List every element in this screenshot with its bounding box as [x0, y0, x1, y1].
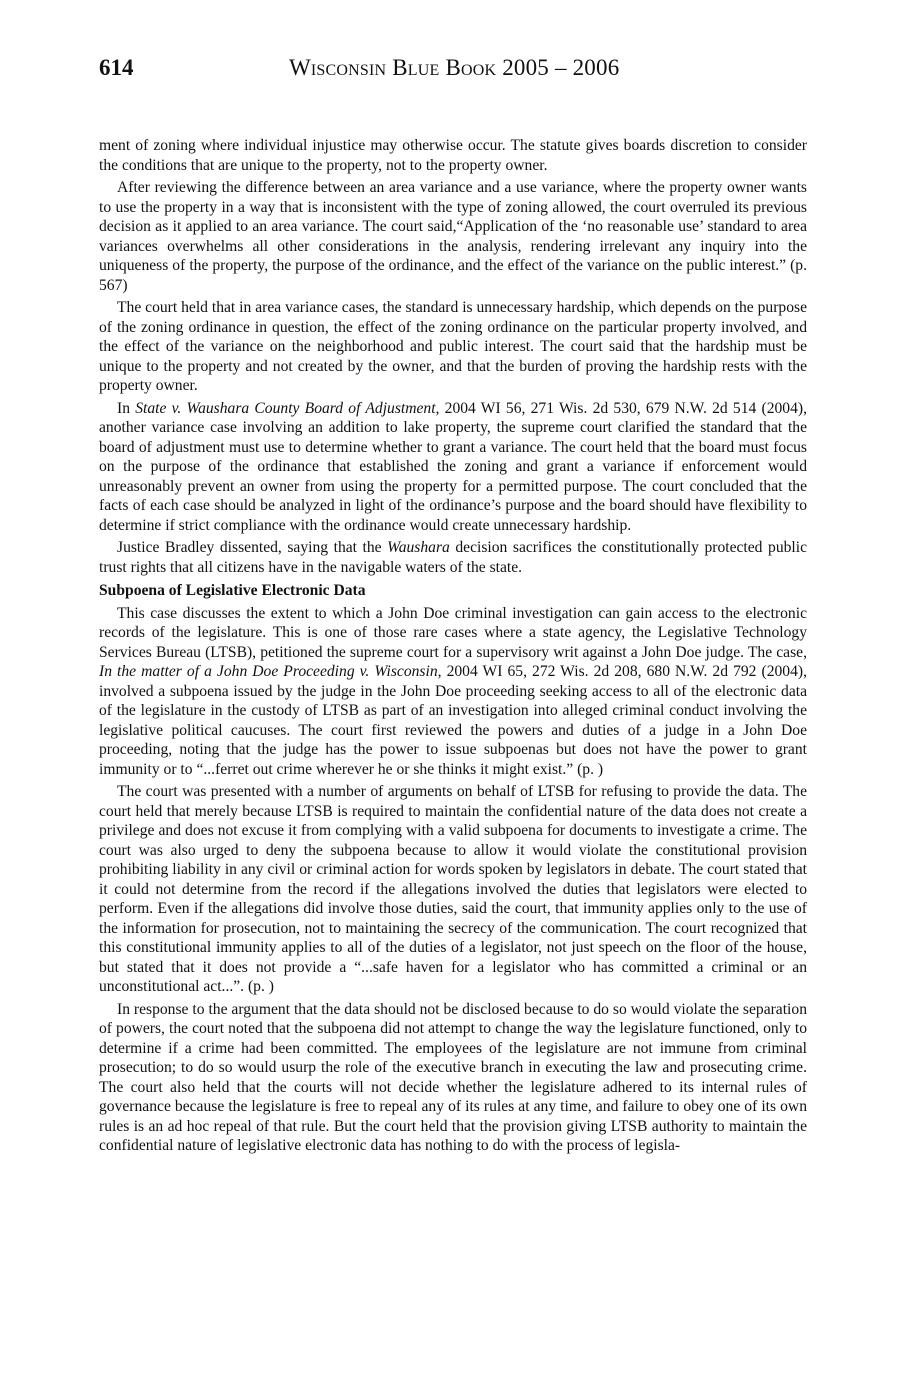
paragraph-john-doe-case: [99, 604, 807, 780]
text-segment: 2004 WI 56, 271 Wis. 2d 530, 679 N.W. 2d 514 (2004), another variance case involving an addition to lake property, the supreme court clarified the standard that the board of adjustment must use to determine whether to grant a variance. The court held that the board must focus on the purpose of the ordinance that established the zoning and grant a variance if enforcement would unreasonably prevent an owner from using the property for a permitted purpose. The court concluded that the facts of each case should be analyzed in light of the ordinance’s purpose and the board should have flexibility to determine if strict compliance with the ordinance would create unnecessary hardship.: [99, 399, 807, 534]
running-title: Wisconsin Blue Book 2005 – 2006: [289, 55, 620, 80]
section-heading: Subpoena of Legislative Electronic Data: [99, 582, 366, 599]
running-header: [99, 54, 807, 84]
paragraph-continued: ment of zoning where individual injustice may otherwise occur. The statute gives boards discretion to consider the conditions that are unique to the property, not to the property owner.: [99, 137, 807, 174]
text-segment: This case discusses the extent to which a John Doe criminal investigation can gain access to the electronic records of the legislature. This is one of those rare cases where a state agency, the Legislative Technology Services Bureau (LTSB), petitioned the supreme court for a supervisory writ against a John Doe judge. The case,: [99, 604, 807, 661]
text-segment: decision sacrifices the constitutionally protected public trust rights that all citizens have in the navigable waters of the state.: [99, 539, 807, 576]
body-text: [99, 136, 807, 1156]
paragraph-separation-of-powers: In response to the argument that the data should not be disclosed because to do so would violate the separation of powers, the court noted that the subpoena did not attempt to change the way the legislature functioned, only to determine if a crime had been committed. The employees of the legislature are not immune from criminal prosecution; to do so would usurp the role of the executive branch in executing the law and prosecuting crime. The court also held that the courts will not decide whether the legislature adhered to its internal rules of governance because the legislature is free to repeal any of its rules at any time, and failure to obey one of its own rules is an ad hoc repeal of that rule. But the court held that the provision giving LTSB authority to maintain the confidential nature of legislative electronic data has nothing to do with the process of legisla-: [99, 1000, 807, 1154]
case-citation: In the matter of a John Doe Proceeding v. Wisconsin,: [99, 663, 442, 680]
paragraph-unnecessary-hardship: The court held that in area variance cases, the standard is unnecessary hardship, which depends on the purpose of the zoning ordinance in question, the effect of the zoning ordinance on the particular property involved, and the effect of the variance on the neighborhood and public interest. The court said that the hardship must be unique to the property and not created by the owner, and that the burden of proving the hardship rests with the property owner.: [99, 299, 807, 394]
case-citation: State v. Waushara County Board of Adjustment,: [135, 399, 440, 417]
text-segment: In: [117, 399, 136, 417]
case-citation: Waushara: [387, 539, 450, 556]
text-segment: Justice Bradley dissented, saying that the: [117, 539, 388, 556]
paragraph-area-variance: After reviewing the difference between an area variance and a use variance, where the property owner wants to use the property in a way that is inconsistent with the type of zoning allowed, the court overruled its previous decision as it applied to an area variance. The court said,“Application of the ‘no reasonable use’ standard to area variances overwhelms all other considerations in the analysis, rendering irrelevant any inquiry into the uniqueness of the property, the purpose of the ordinance, and the effect of the variance on the public interest.” (p. 567): [99, 179, 807, 294]
paragraph-ltsb-arguments: The court was presented with a number of arguments on behalf of LTSB for refusing to provide the data. The court held that merely because LTSB is required to maintain the confidential nature of the data does not create a privilege and does not excuse it from complying with a valid subpoena for documents to investigate a crime. The court was also urged to deny the subpoena because to allow it would violate the constitutional provision prohibiting liability in any civil or criminal action for words spoken by legislators in debate. The court stated that it could not determine from the record if the allegations involved the duties that legislators were elected to perform. Even if the allegations did involve those duties, said the court, that immunity applies only to the use of the information for prosecution, not to maintaining the secrecy of the communication. The court recognized that this constitutional immunity applies to all of the duties of a legislator, not just speech on the floor of the house, but stated that it does not provide a “...safe haven for a legislator who has committed a criminal or an unconstitutional act...”. (p. ): [99, 783, 807, 995]
text-segment: 2004 WI 65, 272 Wis. 2d 208, 680 N.W. 2d 792 (2004), involved a subpoena issued by the judge in the John Doe proceeding seeking access to all of the electronic data of the legislature in the custody of LTSB as part of an investigation into alleged criminal conduct involving the legislative political caucuses. The court first reviewed the powers and duties of a judge in a John Doe proceeding, noting that the judge has the power to issue subpoenas but does not have the power to grant immunity or to “...ferret out crime wherever he or she thinks it might exist.” (p. ): [99, 663, 807, 778]
paragraph-dissent: [99, 538, 807, 577]
page-number: 614: [99, 55, 134, 80]
paragraph-waushara-case: [99, 399, 807, 536]
